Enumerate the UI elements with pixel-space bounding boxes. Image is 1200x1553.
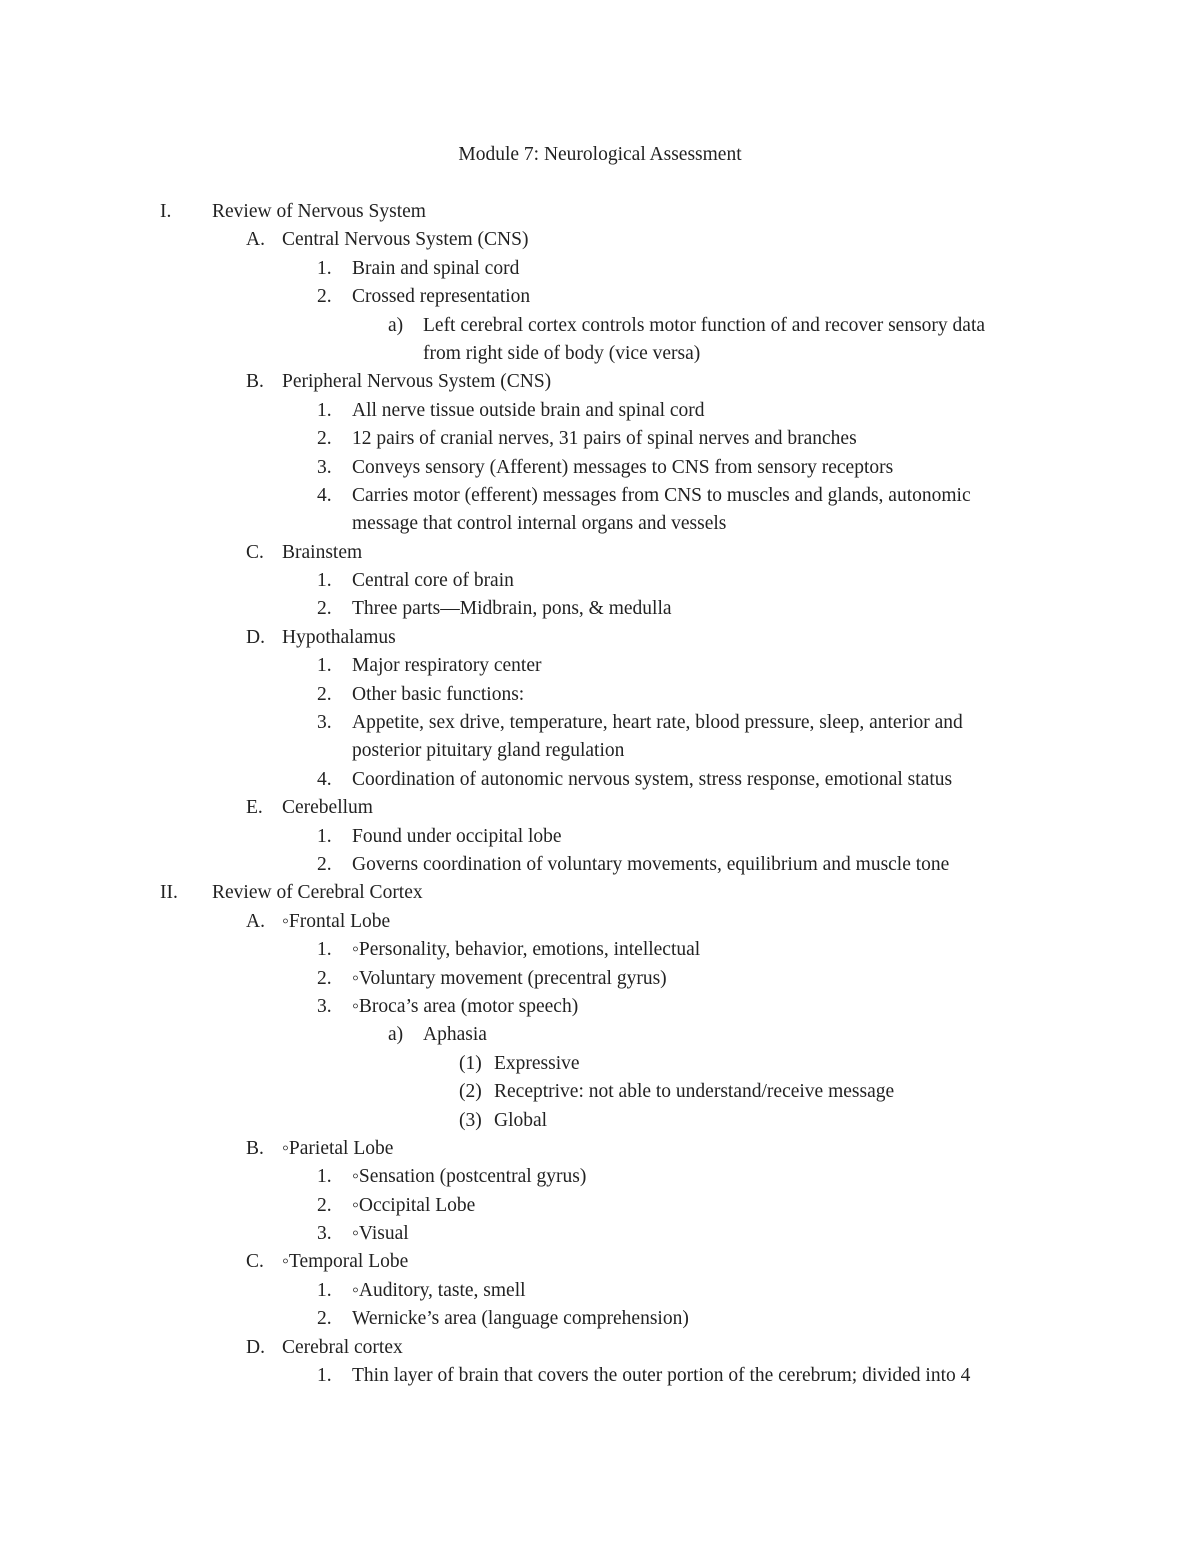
outline-marker: 2. bbox=[317, 598, 332, 620]
outline-marker: 1. bbox=[317, 939, 332, 961]
outline-marker: 1. bbox=[317, 1365, 332, 1387]
outline-marker: 1. bbox=[317, 1166, 332, 1188]
document-title: Module 7: Neurological Assessment bbox=[458, 144, 742, 165]
outline-marker: A. bbox=[246, 229, 265, 251]
outline-marker: 3. bbox=[317, 456, 332, 478]
outline-item bbox=[0, 936, 1200, 964]
outline-item bbox=[0, 255, 1200, 283]
outline-marker: 4. bbox=[317, 484, 332, 506]
outline-text: Hypothalamus bbox=[282, 626, 396, 648]
outline-marker: 1. bbox=[317, 257, 332, 279]
outline-marker: 1. bbox=[317, 570, 332, 592]
outline-marker: 1. bbox=[317, 825, 332, 847]
outline-subsection bbox=[0, 226, 1200, 254]
outline-item bbox=[0, 851, 1200, 879]
outline-marker: 2. bbox=[317, 967, 332, 989]
outline-subsection bbox=[0, 794, 1200, 822]
outline-item-continuation bbox=[0, 737, 1200, 765]
outline-text: ◦Visual bbox=[352, 1223, 409, 1245]
outline-text: Aphasia bbox=[423, 1024, 487, 1046]
outline-marker: 3. bbox=[317, 1223, 332, 1245]
outline-subsection bbox=[0, 368, 1200, 396]
outline-text: Three parts—Midbrain, pons, & medulla bbox=[352, 598, 672, 620]
outline-text: Peripheral Nervous System (CNS) bbox=[282, 371, 552, 393]
outline-text: Brain and spinal cord bbox=[352, 257, 520, 279]
outline-subsubitem bbox=[0, 1078, 1200, 1106]
outline-subitem-continuation bbox=[0, 340, 1200, 368]
outline-marker: (1) bbox=[459, 1052, 482, 1074]
outline-text: ◦Occipital Lobe bbox=[352, 1194, 476, 1216]
outline-marker: a) bbox=[388, 314, 404, 336]
outline-item bbox=[0, 1305, 1200, 1333]
outline-item bbox=[0, 652, 1200, 680]
outline-marker: C. bbox=[246, 541, 264, 563]
outline-text: 12 pairs of cranial nerves, 31 pairs of spinal nerves and branches bbox=[352, 428, 857, 450]
outline-marker: 2. bbox=[317, 853, 332, 875]
outline-subitem bbox=[0, 312, 1200, 340]
outline-item bbox=[0, 965, 1200, 993]
outline-marker: 1. bbox=[317, 1279, 332, 1301]
outline-text: ◦Temporal Lobe bbox=[282, 1251, 409, 1273]
outline-text: Brainstem bbox=[282, 541, 363, 563]
outline-marker: a) bbox=[388, 1024, 404, 1046]
outline-text: Governs coordination of voluntary movements, equilibrium and muscle tone bbox=[352, 853, 950, 875]
outline-item bbox=[0, 425, 1200, 453]
outline-item bbox=[0, 709, 1200, 737]
outline-text: ◦Frontal Lobe bbox=[282, 910, 391, 932]
outline-marker: C. bbox=[246, 1251, 264, 1273]
outline-text: Cerebellum bbox=[282, 797, 373, 819]
outline-text: Receptrive: not able to understand/receive message bbox=[494, 1081, 895, 1103]
outline-item bbox=[0, 283, 1200, 311]
outline-item bbox=[0, 454, 1200, 482]
outline-text: ◦Personality, behavior, emotions, intellectual bbox=[352, 939, 701, 961]
outline-text: message that control internal organs and vessels bbox=[352, 513, 727, 535]
outline-subsection bbox=[0, 1135, 1200, 1163]
outline-text: Global bbox=[494, 1109, 548, 1131]
outline-marker: 2. bbox=[317, 683, 332, 705]
outline-item bbox=[0, 1163, 1200, 1191]
outline-marker: D. bbox=[246, 1336, 265, 1358]
outline-text: Cerebral cortex bbox=[282, 1336, 403, 1358]
outline-subsection bbox=[0, 908, 1200, 936]
outline-subsubitem bbox=[0, 1107, 1200, 1135]
outline-subsubitem bbox=[0, 1050, 1200, 1078]
outline-marker: 1. bbox=[317, 399, 332, 421]
outline-text: Coordination of autonomic nervous system, stress response, emotional status bbox=[352, 768, 953, 790]
outline-subitem bbox=[0, 1021, 1200, 1049]
outline-marker: B. bbox=[246, 371, 264, 393]
outline-text: Other basic functions: bbox=[352, 683, 525, 705]
outline-item-continuation bbox=[0, 510, 1200, 538]
outline-section bbox=[0, 879, 1200, 907]
outline-text: Thin layer of brain that covers the outer portion of the cerebrum; divided into 4 bbox=[352, 1365, 971, 1387]
outline-text: Major respiratory center bbox=[352, 655, 542, 677]
outline-marker: 2. bbox=[317, 428, 332, 450]
outline-section bbox=[0, 198, 1200, 226]
outline-text: Expressive bbox=[494, 1052, 580, 1074]
outline-text: All nerve tissue outside brain and spinal cord bbox=[352, 399, 705, 421]
outline-list bbox=[0, 198, 1200, 1390]
outline-marker: 2. bbox=[317, 1194, 332, 1216]
outline-subsection bbox=[0, 624, 1200, 652]
outline-text: ◦Voluntary movement (precentral gyrus) bbox=[352, 967, 667, 989]
outline-marker: 3. bbox=[317, 712, 332, 734]
outline-item bbox=[0, 823, 1200, 851]
outline-text: ◦Parietal Lobe bbox=[282, 1137, 394, 1159]
outline-text: Left cerebral cortex controls motor function of and recover sensory data bbox=[423, 314, 986, 336]
outline-text: Carries motor (efferent) messages from CNS to muscles and glands, autonomic bbox=[352, 484, 971, 506]
outline-text: posterior pituitary gland regulation bbox=[352, 740, 625, 762]
outline-text: Review of Cerebral Cortex bbox=[212, 882, 423, 904]
outline-subsection bbox=[0, 1334, 1200, 1362]
outline-marker: I. bbox=[160, 201, 172, 222]
outline-text: Crossed representation bbox=[352, 286, 531, 308]
outline-item bbox=[0, 1220, 1200, 1248]
outline-marker: (2) bbox=[459, 1081, 482, 1103]
outline-item bbox=[0, 1277, 1200, 1305]
outline-text: Appetite, sex drive, temperature, heart rate, blood pressure, sleep, anterior and bbox=[352, 712, 963, 734]
outline-text: Found under occipital lobe bbox=[352, 825, 562, 847]
outline-marker: 4. bbox=[317, 768, 332, 790]
outline-text: Wernicke’s area (language comprehension) bbox=[352, 1308, 689, 1330]
outline-subsection bbox=[0, 539, 1200, 567]
outline-item bbox=[0, 681, 1200, 709]
outline-item bbox=[0, 1192, 1200, 1220]
outline-marker: (3) bbox=[459, 1109, 482, 1131]
outline-marker: 3. bbox=[317, 995, 332, 1017]
outline-subsection bbox=[0, 1248, 1200, 1276]
outline-marker: 1. bbox=[317, 655, 332, 677]
outline-marker: A. bbox=[246, 910, 265, 932]
outline-marker: 2. bbox=[317, 1308, 332, 1330]
outline-text: ◦Broca’s area (motor speech) bbox=[352, 995, 579, 1017]
outline-marker: D. bbox=[246, 626, 265, 648]
outline-item bbox=[0, 567, 1200, 595]
outline-marker: 2. bbox=[317, 286, 332, 308]
outline-text: ◦Sensation (postcentral gyrus) bbox=[352, 1166, 587, 1188]
outline-text: Central core of brain bbox=[352, 570, 514, 592]
outline-marker: II. bbox=[160, 882, 178, 904]
outline-marker: B. bbox=[246, 1137, 264, 1159]
outline-item bbox=[0, 595, 1200, 623]
outline-marker: E. bbox=[246, 797, 263, 819]
outline-text: ◦Auditory, taste, smell bbox=[352, 1279, 526, 1301]
outline-item bbox=[0, 1362, 1200, 1390]
outline-item bbox=[0, 397, 1200, 425]
outline-item bbox=[0, 993, 1200, 1021]
outline-item bbox=[0, 766, 1200, 794]
outline-item bbox=[0, 482, 1200, 510]
outline-text: Conveys sensory (Afferent) messages to CNS from sensory receptors bbox=[352, 456, 894, 478]
outline-text: Review of Nervous System bbox=[212, 201, 426, 222]
outline-text: Central Nervous System (CNS) bbox=[282, 229, 529, 251]
outline-text: from right side of body (vice versa) bbox=[423, 342, 701, 364]
